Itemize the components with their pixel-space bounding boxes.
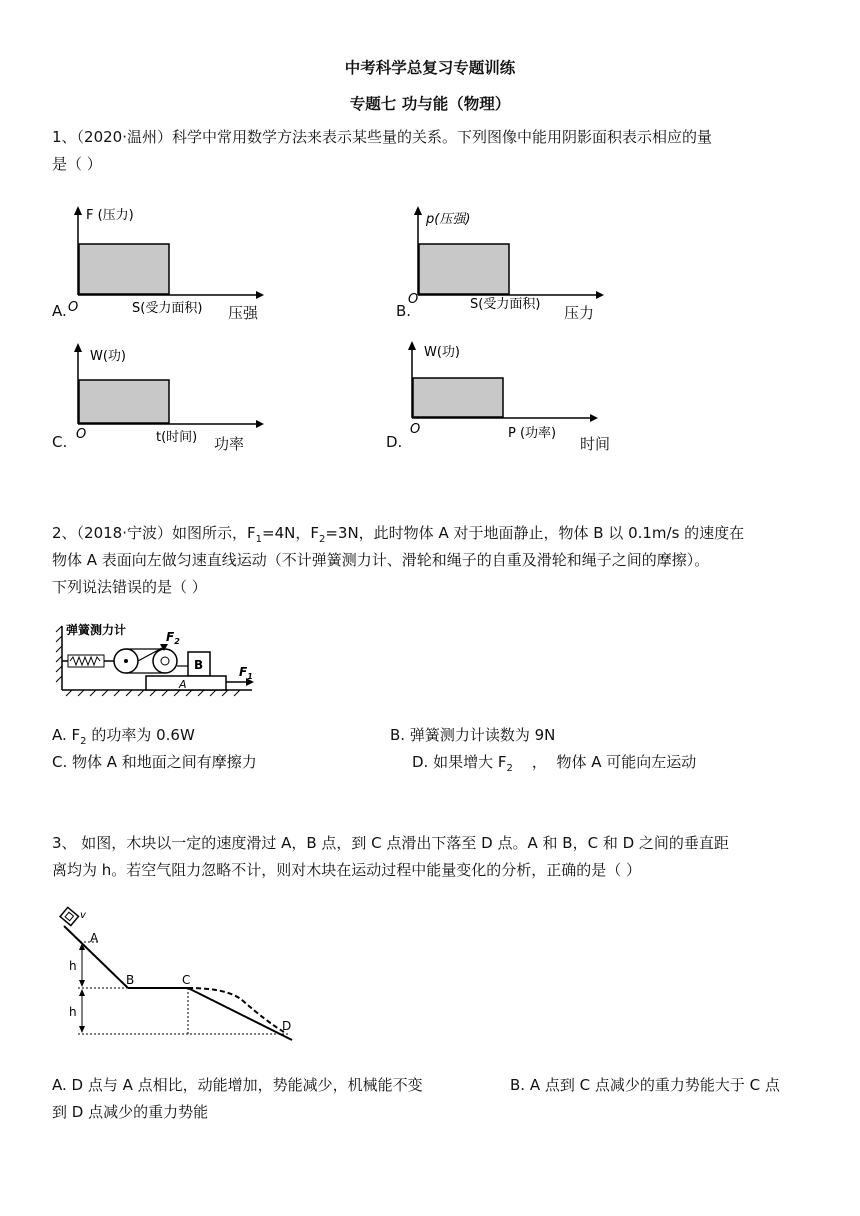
q3-velocity-label: v	[80, 910, 86, 921]
q1-c-x-axis-label: t(时间)	[156, 430, 198, 445]
q3-stem-line1: 3、 如图，木块以一定的速度滑过 A，B 点，到 C 点滑出下落至 D 点。A 和 B，C 和 D 之间的垂直距	[52, 834, 729, 852]
q3-slope-figure	[52, 904, 302, 1044]
q3-option-b: B. A 点到 C 点减少的重力势能大于 C 点	[510, 1076, 780, 1094]
q3-point-c-label: C	[182, 973, 191, 987]
q2-f2-label: $F_2$	[166, 630, 180, 646]
q3-option-a: A. D 点与 A 点相比，动能增加，势能减少，机械能不变	[52, 1076, 423, 1094]
q2-block-a-label: A	[179, 678, 187, 691]
q1-d-origin: O	[410, 422, 421, 437]
q1-option-a-answer: 压强	[228, 304, 259, 322]
q1-d-x-axis-label: P (功率)	[508, 426, 557, 441]
q1-c-y-axis-label: W(功)	[90, 349, 126, 364]
q1-option-b-answer: 压力	[564, 304, 595, 322]
q2-f1-label: $F_1$	[239, 665, 253, 681]
q2-option-d: D. 如果增大 $F_2$ ， 物体 A 可能向左运动	[412, 753, 697, 774]
q3-point-b-label: B	[126, 973, 135, 987]
document-title: 中考科学总复习专题训练	[344, 59, 516, 77]
q1-b-y-axis-label: p(压强)	[426, 212, 471, 227]
q2-pulley-figure	[52, 614, 262, 700]
q1-b-origin: O	[408, 292, 419, 307]
q1-a-x-axis-label: S(受力面积)	[132, 301, 203, 315]
q3-point-a-label: A	[90, 931, 99, 945]
q2-stem-line2: 物体 A 表面向左做匀速直线运动（不计弹簧测力计、滑轮和绳子的自重及滑轮和绳子之间的摩擦）。	[52, 551, 710, 569]
q1-option-b-letter: B.	[396, 302, 412, 320]
q1-graph-a	[66, 205, 266, 315]
q3-point-d-label: D	[282, 1019, 292, 1033]
q2-option-b: B. 弹簧测力计读数为 9N	[390, 726, 556, 744]
q1-a-y-axis-label: F (压力)	[86, 208, 134, 223]
q2-option-c: C. 物体 A 和地面之间有摩擦力	[52, 753, 257, 771]
q1-option-d-answer: 时间	[580, 435, 611, 453]
q1-a-origin: O	[68, 300, 79, 315]
q1-b-x-axis-label: S(受力面积)	[470, 297, 541, 312]
q1-option-c-answer: 功率	[214, 435, 245, 453]
q1-stem-line2: 是（ ）	[52, 155, 102, 173]
q3-stem-line2: 离均为 h。若空气阻力忽略不计，则对木块在运动过程中能量变化的分析，正确的是（ ）	[52, 861, 642, 879]
q1-graph-b	[406, 205, 606, 315]
q2-block-b-label: B	[194, 658, 204, 672]
q3-h-label-lower: h	[69, 1005, 77, 1019]
q2-option-a: A. $F_2$ 的功率为 0.6W	[52, 726, 195, 747]
q1-d-y-axis-label: W(功)	[424, 345, 460, 360]
q1-graph-d	[400, 338, 600, 448]
q2-spring-scale-label: 弹簧测力计	[66, 623, 127, 637]
q2-stem-line1: 2、（2018·宁波）如图所示，$F_1=4N$，$F_2=3N$，此时物体 A 对于地面静止，物体 B 以 0.1m/s 的速度在	[52, 524, 745, 545]
q3-h-label-upper: h	[69, 959, 77, 973]
q2-stem-line3: 下列说法错误的是（ ）	[52, 578, 207, 596]
q1-option-d-letter: D.	[386, 433, 403, 451]
document-subtitle: 专题七 功与能（物理）	[349, 95, 511, 113]
q3-option-b-continued: 到 D 点减少的重力势能	[52, 1103, 209, 1121]
q1-option-a-letter: A.	[52, 302, 67, 320]
q1-c-origin: O	[76, 427, 87, 442]
q1-stem-line1: 1、（2020·温州）科学中常用数学方法来表示某些量的关系。下列图像中能用阴影面积表示相应的量	[52, 128, 712, 146]
q1-option-c-letter: C.	[52, 433, 68, 451]
